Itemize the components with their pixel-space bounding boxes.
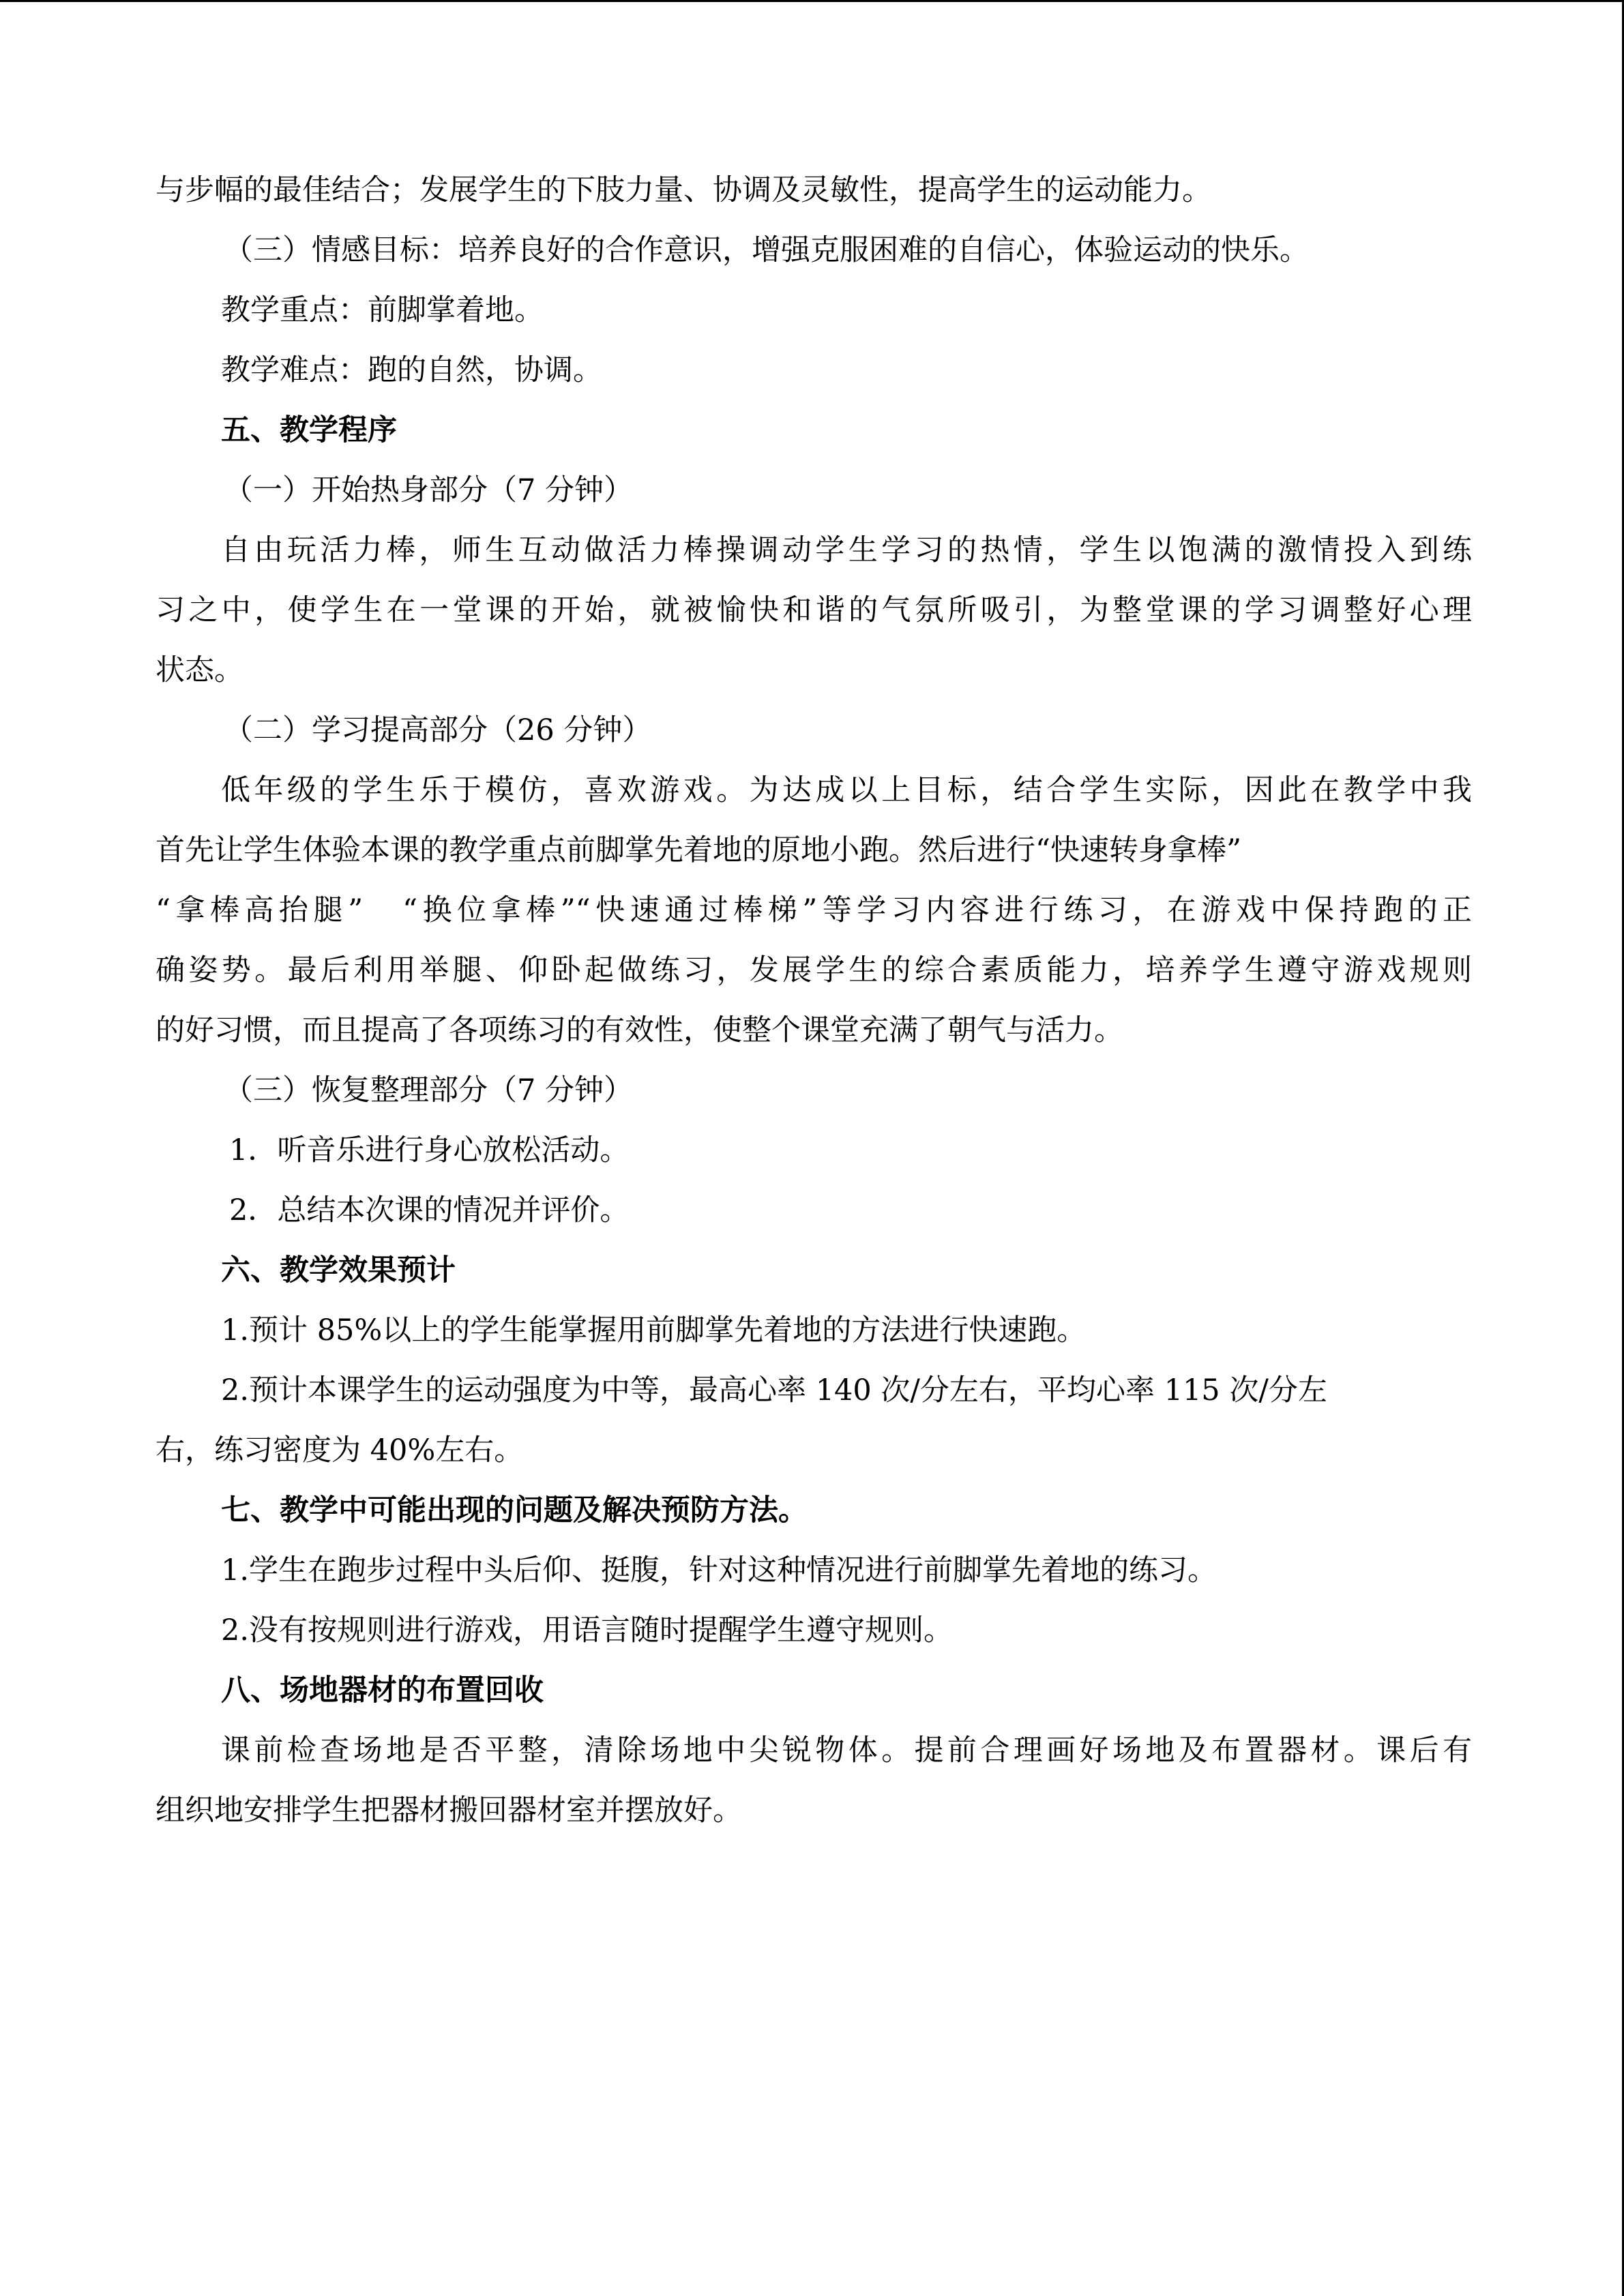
- text-line: 低年级的学生乐于模仿，喜欢游戏。为达成以上目标，结合学生实际，因此在教学中我: [221, 773, 1472, 807]
- text-line: 右，练习密度为 40%左右。: [156, 1433, 524, 1467]
- list-item: 1.学生在跑步过程中头后仰、挺腹，针对这种情况进行前脚掌先着地的练习。: [221, 1553, 1217, 1587]
- list-item: 1．听音乐进行身心放松活动。: [229, 1133, 630, 1167]
- subsection-heading: （二）学习提高部分（26 分钟）: [224, 713, 652, 747]
- text-line: 自由玩活力棒，师生互动做活力棒操调动学生学习的热情，学生以饱满的激情投入到练: [221, 533, 1472, 567]
- subsection-heading: （三）恢复整理部分（7 分钟）: [224, 1073, 634, 1107]
- subsection-heading: （一）开始热身部分（7 分钟）: [224, 473, 634, 507]
- text-line: 教学重点：前脚掌着地。: [221, 293, 544, 327]
- text-line: 组织地安排学生把器材搬回器材室并摆放好。: [156, 1793, 742, 1828]
- section-heading: 七、教学中可能出现的问题及解决预防方法。: [221, 1493, 808, 1527]
- text-line: 的好习惯，而且提高了各项练习的有效性，使整个课堂充满了朝气与活力。: [156, 1013, 1123, 1047]
- text-line: 教学难点：跑的自然，协调。: [221, 353, 602, 387]
- text-line: 课前检查场地是否平整，清除场地中尖锐物体。提前合理画好场地及布置器材。课后有: [221, 1733, 1472, 1768]
- text-line: 首先让学生体验本课的教学重点前脚掌先着地的原地小跑。然后进行“快速转身拿棒”: [156, 833, 1241, 867]
- section-heading: 八、场地器材的布置回收: [221, 1673, 544, 1708]
- list-item: 1.预计 85%以上的学生能掌握用前脚掌先着地的方法进行快速跑。: [221, 1313, 1087, 1347]
- section-heading: 六、教学效果预计: [221, 1253, 456, 1287]
- text-line: （三）情感目标：培养良好的合作意识，增强克服困难的自信心，体验运动的快乐。: [224, 233, 1309, 267]
- list-item: 2．总结本次课的情况并评价。: [229, 1193, 630, 1227]
- text-line: 习之中，使学生在一堂课的开始，就被愉快和谐的气氛所吸引，为整堂课的学习调整好心理: [156, 593, 1472, 627]
- text-line: 确姿势。最后利用举腿、仰卧起做练习，发展学生的综合素质能力，培养学生遵守游戏规则: [156, 953, 1472, 987]
- text-line: 与步幅的最佳结合；发展学生的下肢力量、协调及灵敏性，提高学生的运动能力。: [156, 173, 1211, 207]
- document-body: [156, 160, 1472, 1840]
- text-line: 状态。: [156, 653, 243, 687]
- list-item: 2.预计本课学生的运动强度为中等，最高心率 140 次/分左右，平均心率 115 次/分左: [221, 1373, 1327, 1407]
- section-heading: 五、教学程序: [221, 413, 397, 447]
- list-item: 2.没有按规则进行游戏，用语言随时提醒学生遵守规则。: [221, 1613, 954, 1648]
- text-line: “拿棒高抬腿” “换位拿棒”“快速通过棒梯”等学习内容进行练习，在游戏中保持跑的正: [156, 893, 1472, 927]
